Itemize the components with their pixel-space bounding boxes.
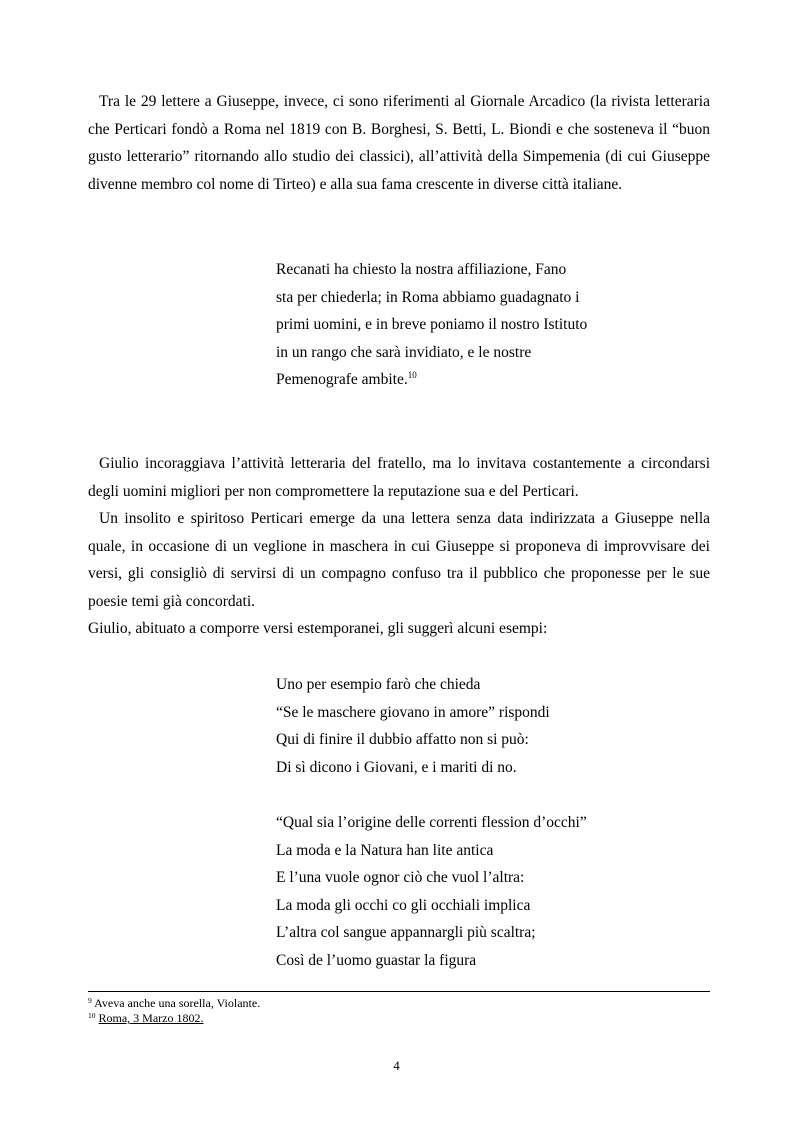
quote-line-last xyxy=(276,366,696,394)
paragraph-insolito-perticari: Un insolito e spiritoso Perticari emerge da una lettera senza data indirizzata a Giuseppe nella quale, in occasione di un veglione in maschera in cui Giuseppe si proponeva di improvvisare dei versi, gli consigliò di servirsi di un compagno confuso tra il pubblico che proponesse per le sue poesie temi già concordati. xyxy=(88,510,710,610)
quote-line: Pemenografe ambite. xyxy=(276,371,408,389)
verse-line: “Qual sia l’origine delle correnti flession d’occhi” xyxy=(276,814,587,831)
footnote-separator xyxy=(88,991,710,992)
verse-line: E l’una vuole ognor ciò che vuol l’altra: xyxy=(276,869,525,887)
verse-line: La moda gli occhi co gli occhiali implica xyxy=(276,896,531,914)
verse-stanza-1 xyxy=(276,671,696,781)
verse-line: Uno per esempio farò che chieda xyxy=(276,676,481,693)
verse-line: Di sì dicono i Giovani, e i mariti di no. xyxy=(276,758,517,776)
footnote-text: Roma, 3 Marzo 1802. xyxy=(98,1011,204,1025)
paragraph-giornale-arcadico: Tra le 29 lettere a Giuseppe, invece, ci sono riferimenti al Giornale Arcadico (la rivista letteraria che Perticari fondò a Roma nel 1819 con B. Borghesi, S. Betti, L. Biondi e che sosteneva il “buon gusto letterario” ritornando allo studio dei classici), all’attività della Simpemenia (di cui Giuseppe divenne membro col nome di Tirteo) e alla sua fama crescente in diverse città italiane. xyxy=(88,93,710,193)
verse-stanza-2 xyxy=(276,809,696,975)
footnote-9 xyxy=(88,996,260,1010)
paragraph-esempi-intro: Giulio, abituato a comporre versi estemporanei, gli suggerì alcuni esempi: xyxy=(88,620,548,637)
quote-line: Recanati ha chiesto la nostra affiliazione, Fano xyxy=(276,261,567,278)
quote-line: primi uomini, e in breve poniamo il nostro Istituto xyxy=(276,316,588,334)
footnote-number: 9 xyxy=(88,996,92,1005)
page-number: 4 xyxy=(393,1058,400,1073)
verse-line: “Se le maschere giovano in amore” rispondi xyxy=(276,703,550,721)
verse-line: L’altra col sangue appannargli più scaltra; xyxy=(276,924,536,942)
block-quote-letter xyxy=(276,256,696,394)
footnote-number: 10 xyxy=(88,1011,96,1020)
verse-line: La moda e la Natura han lite antica xyxy=(276,841,494,859)
verse-line: Così de l’uomo guastar la figura xyxy=(276,951,477,969)
quote-line: sta per chiederla; in Roma abbiamo guadagnato i xyxy=(276,288,580,306)
verse-line: Qui di finire il dubbio affatto non si può: xyxy=(276,731,529,749)
footnote-10 xyxy=(88,1011,203,1025)
footnote-ref-10[interactable]: 10 xyxy=(407,370,417,381)
paragraph-giulio-incoraggiava: Giulio incoraggiava l’attività letteraria del fratello, ma lo invitava costantemente a circondarsi degli uomini migliori per non compromettere la reputazione sua e del Perticari. xyxy=(88,455,710,500)
footnote-text: Aveva anche una sorella, Violante. xyxy=(94,996,261,1010)
quote-line: in un rango che sarà invidiato, e le nostre xyxy=(276,343,532,361)
